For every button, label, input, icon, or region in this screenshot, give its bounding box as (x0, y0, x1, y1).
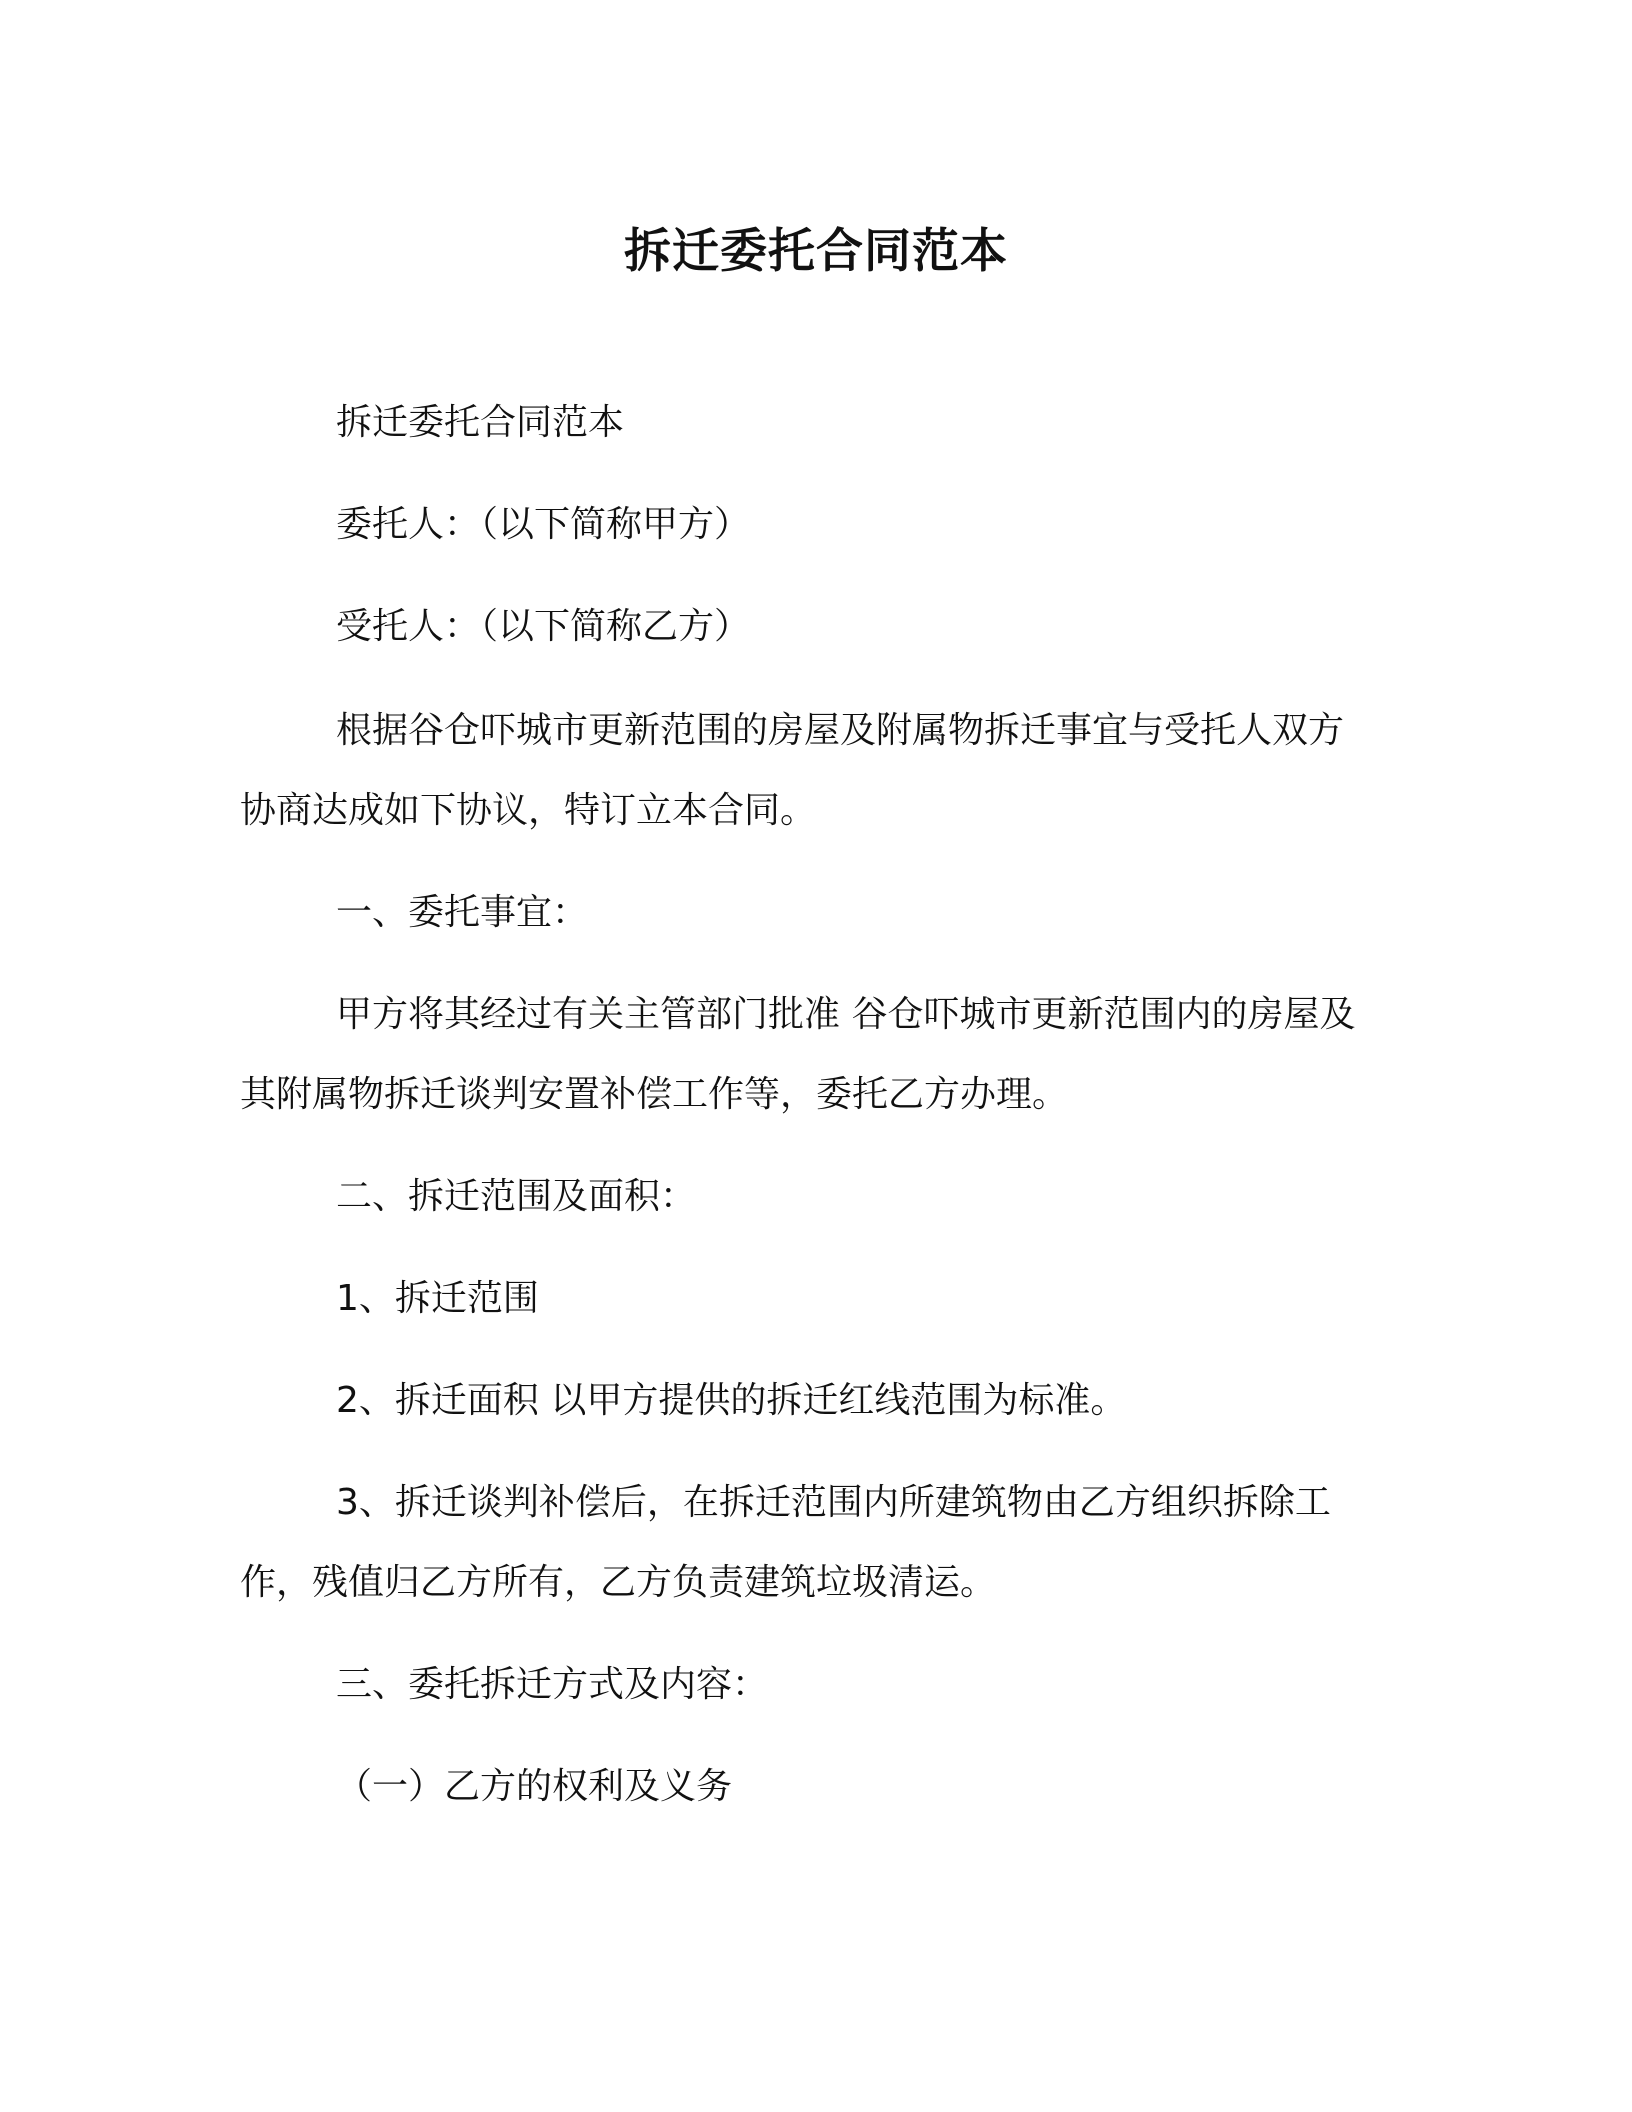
list-item-1 (240, 1259, 1506, 1339)
paragraph-line: 根据谷仓吓城市更新范围的房屋及附属物拆迁事宜与受托人双方 (336, 710, 1345, 751)
paragraph-line: 受托人：（以下简称乙方） (336, 606, 751, 647)
paragraph-line: 一、委托事宜： (336, 892, 589, 933)
paragraph-section-1-body (240, 975, 1410, 1135)
paragraph-line: （一）乙方的权利及义务 (336, 1766, 733, 1807)
document-title: 拆迁委托合同范本 (624, 224, 1008, 279)
paragraph-principal (240, 485, 1506, 565)
paragraph-line: 二、拆迁范围及面积： (336, 1176, 697, 1217)
subsection-heading-1 (240, 1747, 1506, 1827)
paragraph-subtitle (240, 383, 1506, 463)
paragraph-preamble (240, 691, 1410, 851)
section-heading-2 (240, 1157, 1506, 1237)
paragraph-line: 1、拆迁范围 (336, 1278, 539, 1319)
list-item-3 (240, 1463, 1410, 1623)
section-heading-3 (240, 1645, 1506, 1725)
paragraph-line: 拆迁委托合同范本 (336, 402, 625, 443)
paragraph-line: 协商达成如下协议，特订立本合同。 (240, 790, 817, 831)
paragraph-line: 三、委托拆迁方式及内容： (336, 1664, 769, 1705)
paragraph-line: 甲方将其经过有关主管部门批准 谷仓吓城市更新范围内的房屋及 (336, 994, 1356, 1035)
paragraph-line: 2、拆迁面积 以甲方提供的拆迁红线范围为标准。 (336, 1380, 1127, 1421)
paragraph-line: 其附属物拆迁谈判安置补偿工作等，委托乙方办理。 (240, 1074, 1069, 1115)
paragraph-line: 3、拆迁谈判补偿后，在拆迁范围内所建筑物由乙方组织拆除工 (336, 1482, 1331, 1523)
paragraph-line: 作，残值归乙方所有，乙方负责建筑垃圾清运。 (240, 1562, 997, 1603)
list-item-2 (240, 1361, 1506, 1441)
paragraph-agent (240, 587, 1506, 667)
paragraph-line: 委托人：（以下简称甲方） (336, 504, 751, 545)
section-heading-1 (240, 873, 1506, 953)
